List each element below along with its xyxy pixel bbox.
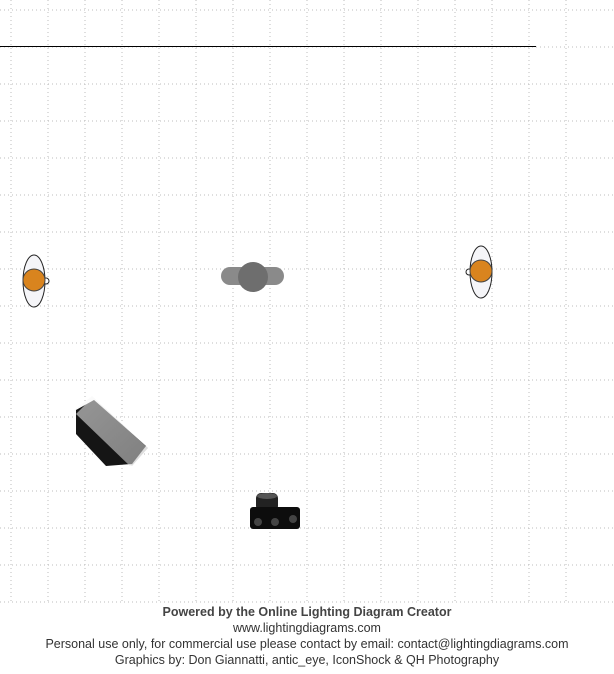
softbox[interactable]	[68, 390, 156, 472]
footer-powered-by: Powered by the Online Lighting Diagram Creator	[162, 605, 452, 619]
footer-usage-note: Personal use only, for commercial use please contact by email: contact@lightingdiagrams.com	[45, 637, 569, 651]
person-left[interactable]	[20, 253, 52, 309]
footer-website: www.lightingdiagrams.com	[233, 621, 381, 635]
background-line[interactable]	[0, 46, 536, 47]
footer-credits: Graphics by: Don Giannatti, antic_eye, IconShock & QH Photography	[114, 653, 500, 667]
camera[interactable]	[248, 491, 302, 531]
subject-center[interactable]	[220, 261, 286, 293]
person-right[interactable]	[464, 244, 496, 300]
